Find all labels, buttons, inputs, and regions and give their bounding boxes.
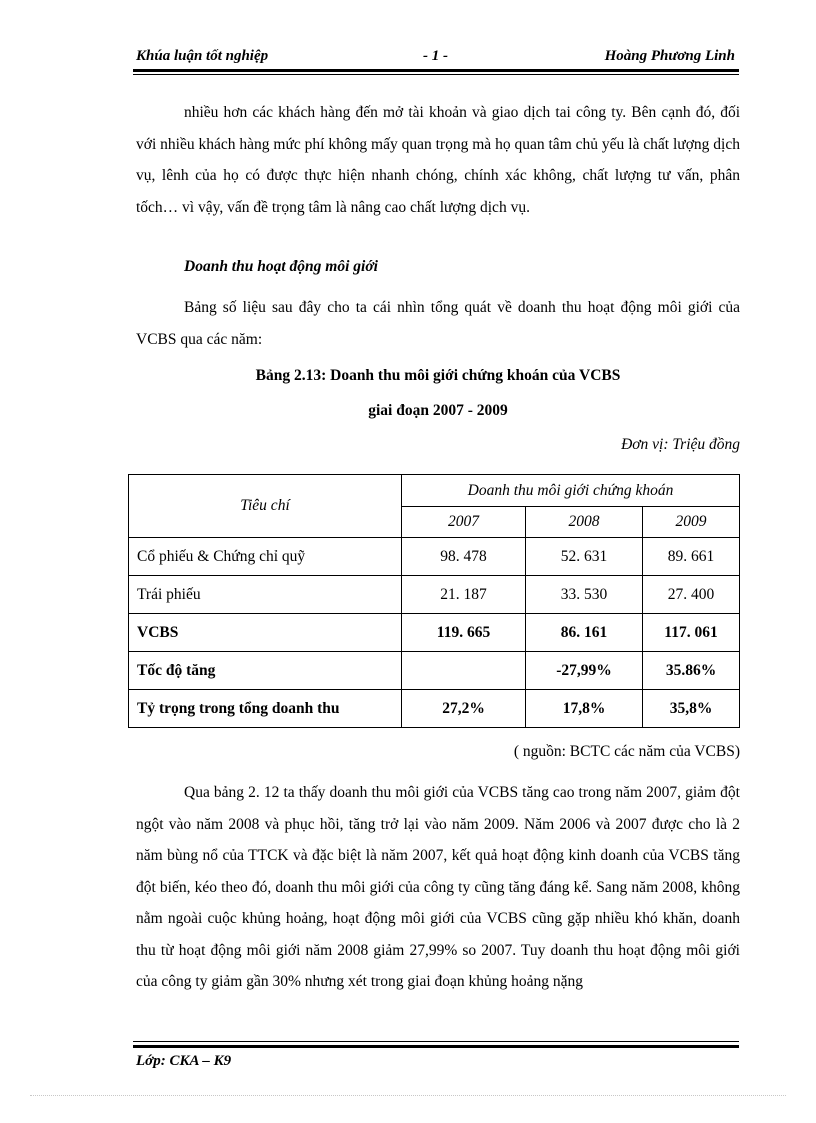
cell-value: 119. 665 — [402, 614, 526, 652]
header-thesis-label: Khúa luận tốt nghiệp — [136, 48, 269, 64]
row-label: Tỷ trọng trong tổng doanh thu — [129, 690, 402, 728]
table-caption-line2: giai đoạn 2007 - 2009 — [368, 402, 508, 419]
cell-value: -27,99% — [526, 652, 643, 690]
body-paragraph-2: Bảng số liệu sau đây cho ta cái nhìn tổng quát về doanh thu hoạt động môi giới của VCBS qua các năm: — [136, 299, 740, 348]
table-row — [129, 538, 740, 576]
revenue-table — [128, 474, 740, 728]
cell-value: 117. 061 — [643, 614, 740, 652]
section-heading: Doanh thu hoạt động môi giới — [184, 258, 378, 275]
row-label: Tốc độ tăng — [129, 652, 402, 690]
header-author: Hoàng Phương Linh — [604, 48, 735, 64]
cell-value: 27,2% — [402, 690, 526, 728]
footer-rule-thin — [133, 1041, 739, 1042]
header-page-number: - 1 - — [423, 48, 448, 64]
cell-value: 35,8% — [643, 690, 740, 728]
table-row — [129, 576, 740, 614]
cell-value: 17,8% — [526, 690, 643, 728]
cell-value: 86. 161 — [526, 614, 643, 652]
table-row — [129, 652, 740, 690]
cell-value — [402, 652, 526, 690]
criteria-header: Tiêu chí — [129, 475, 402, 538]
row-label: VCBS — [129, 614, 402, 652]
table-row — [129, 690, 740, 728]
row-label: Cổ phiếu & Chứng chỉ quỹ — [129, 538, 402, 576]
cell-value: 35.86% — [643, 652, 740, 690]
year-header: 2007 — [402, 507, 526, 538]
cell-value: 27. 400 — [643, 576, 740, 614]
revenue-group-header: Doanh thu môi giới chứng khoán — [402, 475, 740, 507]
footer-class-label: Lớp: CKA – K9 — [136, 1053, 232, 1069]
cell-value: 98. 478 — [402, 538, 526, 576]
header-rule-thick — [133, 69, 739, 72]
table-caption-line1: Bảng 2.13: Doanh thu môi giới chứng khoán của VCBS — [255, 367, 621, 384]
table-unit: Đơn vị: Triệu đồng — [621, 436, 740, 453]
row-label: Trái phiếu — [129, 576, 402, 614]
cell-value: 33. 530 — [526, 576, 643, 614]
cell-value: 21. 187 — [402, 576, 526, 614]
page-edge-dotted-line — [30, 1095, 786, 1096]
header-rule-thin — [133, 74, 739, 75]
year-header: 2009 — [643, 507, 740, 538]
body-paragraph-3: Qua bảng 2. 12 ta thấy doanh thu môi giới của VCBS tăng cao trong năm 2007, giảm đột ngột vào năm 2008 và phục hồi, tăng trở lại vào năm 2009. Năm 2006 và 2007 được cho là 2 năm bùng nổ của TTCK và đặc biệt là năm 2007, kết quả hoạt động kinh doanh của VCBS tăng đột biến, kéo theo đó, doanh thu môi giới của công ty cũng tăng đáng kể. Sang năm 2008, không nằm ngoài cuộc khủng hoảng, hoạt động môi giới của VCBS cũng gặp nhiều khó khăn, doanh thu từ hoạt động môi giới năm 2008 giảm 27,99% so 2007. Tuy doanh thu hoạt động môi giới của công ty giảm gần 30% nhưng xét trong giai đoạn khủng hoảng nặng — [136, 784, 740, 990]
year-header: 2008 — [526, 507, 643, 538]
body-paragraph-1: nhiều hơn các khách hàng đến mở tài khoản và giao dịch tai công ty. Bên cạnh đó, đối với nhiều khách hàng mức phí không mấy quan trọng mà họ quan tâm chủ yếu là chất lượng dịch vụ, lênh của họ có được thực hiện nhanh chóng, chính xác không, chất lượng tư vấn, phân tốch… vì vậy, vấn đề trọng tâm là nâng cao chất lượng dịch vụ. — [136, 104, 740, 216]
page-header — [133, 48, 739, 68]
table-row — [129, 614, 740, 652]
cell-value: 52. 631 — [526, 538, 643, 576]
cell-value: 89. 661 — [643, 538, 740, 576]
table-source: ( nguồn: BCTC các năm của VCBS) — [513, 743, 740, 760]
footer-rule-thick — [133, 1045, 739, 1048]
